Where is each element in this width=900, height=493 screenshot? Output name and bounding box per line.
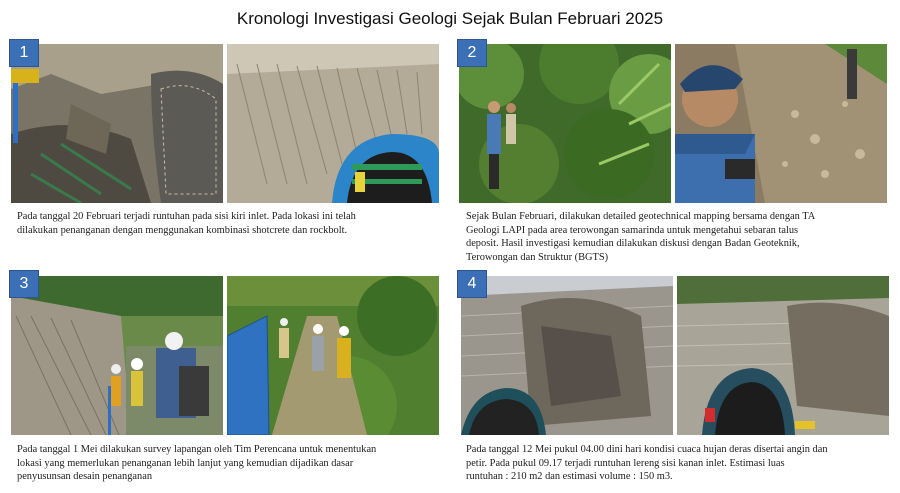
caption-line: Pada tanggal 12 Mei pukul 04.00 dini hari kondisi cuaca hujan deras disertai angin dan [466, 444, 828, 455]
caption-line: Geologi LAPI pada area terowongan samarinda untuk mengetahui sebaran talus [466, 224, 799, 236]
photo-tunnel-collapse-left [11, 44, 223, 203]
photo-survey-team-trail [227, 276, 439, 435]
panel-caption [17, 443, 442, 484]
caption-line: Terowongan dan Struktur (BGTS) [466, 251, 609, 263]
caption-line: penyusunsan desain penanganan [17, 471, 153, 483]
photo-slope-collapse-left [461, 276, 673, 435]
caption-line: dilakukan penanganan dengan menggunakan kombinasi shotcrete dan rockbolt. [17, 224, 348, 236]
panel-number-badge: 2 [457, 39, 487, 67]
panel-caption [466, 210, 891, 264]
photo-geologists-in-forest [459, 44, 671, 203]
caption-line: Pada tanggal 1 Mei dilakukan survey lapangan oleh Tim Perencana untuk menentukan [17, 444, 377, 455]
photo-tunnel-portal-shotcrete [227, 44, 439, 203]
panel-caption [17, 210, 437, 237]
photo-slope-collapse-right [677, 276, 889, 435]
caption-line: petir. Pada pukul 09.17 terjadi runtuhan lereng sisi kanan inlet. Estimasi luas [466, 457, 785, 469]
caption-line: lokasi yang memerlukan penanganan lebih lanjut yang kemudian dijadikan dasar [17, 457, 354, 469]
panel-number-badge: 3 [9, 270, 39, 298]
caption-line: deposit. Hasil investigasi kemudian dilakukan diskusi dengan Badan Geoteknik, [466, 238, 800, 250]
caption-line: Sejak Bulan Februari, dilakukan detailed geotechnical mapping bersama dengan TA [466, 211, 816, 222]
caption-line: runtuhan : 210 m2 dan estimasi volume : 150 m3. [466, 471, 673, 483]
photo-survey-team-slope [11, 276, 223, 435]
panel-number-badge: 4 [457, 270, 487, 298]
photo-geologist-closeup-slope [675, 44, 887, 203]
page-title: Kronologi Investigasi Geologi Sejak Bulan Februari 2025 [236, 9, 664, 28]
panel-number-badge: 1 [9, 39, 39, 67]
panel-caption [466, 443, 891, 484]
caption-line: Pada tanggal 20 Februari terjadi runtuhan pada sisi kiri inlet. Pada lokasi ini telah [17, 211, 356, 222]
